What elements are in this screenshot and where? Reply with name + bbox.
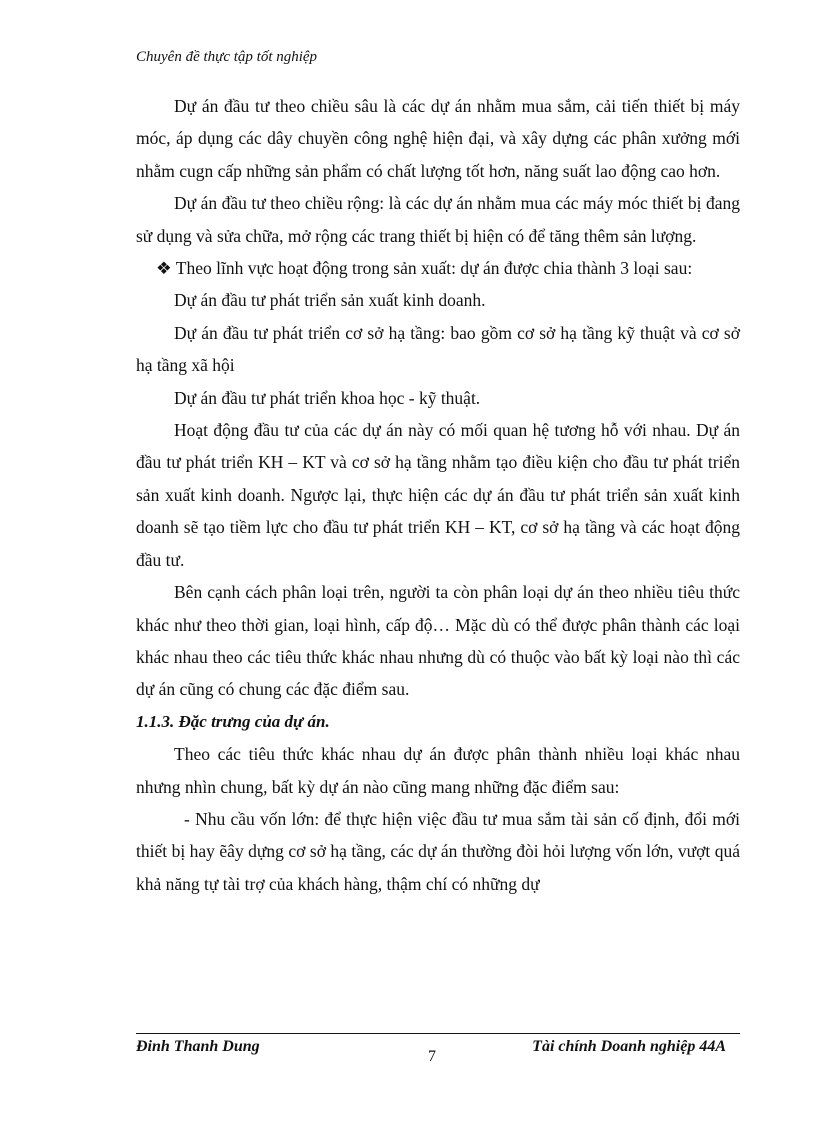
paragraph: Theo các tiêu thức khác nhau dự án được phân thành nhiều loại khác nhau nhưng nhìn chung, bất kỳ dự án nào cũng mang những đặc điểm sau: <box>136 744 740 797</box>
diamond-bullet-icon: ❖ <box>156 258 172 279</box>
paragraph: Dự án đầu tư phát triển cơ sở hạ tầng: bao gồm cơ sở hạ tầng kỹ thuật và cơ sở hạ tầng xã hội <box>136 322 740 376</box>
paragraph: Bên cạnh cách phân loại trên, người ta còn phân loại dự án theo nhiều tiêu thức khác như theo thời gian, loại hình, cấp độ… Mặc dù có thể được phân thành các loại khác nhau theo các tiêu thức khác nhau nhưng dù có thuộc vào bất kỳ loại nào thì các dự án cũng có chung các đặc điểm sau. <box>136 582 740 700</box>
paragraph: Dự án đầu tư phát triển khoa học - kỹ thuật. <box>174 387 481 408</box>
footer-course: Tài chính Doanh nghiệp 44A <box>532 1038 726 1055</box>
section-heading: 1.1.3. Đặc trưng của dự án. <box>136 711 330 731</box>
paragraph: Dự án đầu tư phát triển sản xuất kinh doanh. <box>174 290 486 311</box>
paragraph: Dự án đầu tư theo chiều rộng: là các dự án nhằm mua các máy móc thiết bị đang sử dụng và sửa chữa, mở rộng các trang thiết bị hiện có để tăng thêm sản lượng. <box>136 193 740 246</box>
bullet-paragraph-text: Theo lĩnh vực hoạt động trong sản xuất: dự án được chia thành 3 loại sau: <box>175 258 693 279</box>
paragraph: - Nhu cầu vốn lớn: để thực hiện việc đầu tư mua sắm tài sản cố định, đổi mới thiết bị hay ẽây dựng cơ sở hạ tầng, các dự án thường đòi hỏi lượng vốn lớn, vượt quá khả năng tự tài trợ của khách hàng, thậm chí có những dự <box>136 808 740 894</box>
footer-author: Đinh Thanh Dung <box>136 1038 260 1055</box>
paragraph: Dự án đầu tư theo chiều sâu là các dự án nhằm mua sắm, cải tiến thiết bị máy móc, áp dụng các dây chuyền công nghệ hiện đại, và xây dựng các phân xưởng mới nhằm cugn cấp những sản phẩm có chất lượng tốt hơn, năng suất lao động cao hơn. <box>136 96 740 181</box>
page-number: 7 <box>428 1048 436 1065</box>
page-footer <box>136 1036 740 1076</box>
bullet-paragraph <box>136 252 740 284</box>
document-body <box>136 90 740 900</box>
paragraph: Hoạt động đầu tư của các dự án này có mối quan hệ tương hỗ với nhau. Dự án đầu tư phát triển KH – KT và cơ sở hạ tầng nhằm tạo điều kiện cho đầu tư phát triển sản xuất kinh doanh. Ngược lại, thực hiện các dự án đầu tư phát triển sản xuất kinh doanh sẽ tạo tiềm lực cho đầu tư phát triển KH – KT, cơ sở hạ tầng và các hoạt động đầu tư. <box>136 420 740 570</box>
footer-divider <box>136 1033 740 1034</box>
page-header-title: Chuyên đề thực tập tốt nghiệp <box>136 49 318 65</box>
